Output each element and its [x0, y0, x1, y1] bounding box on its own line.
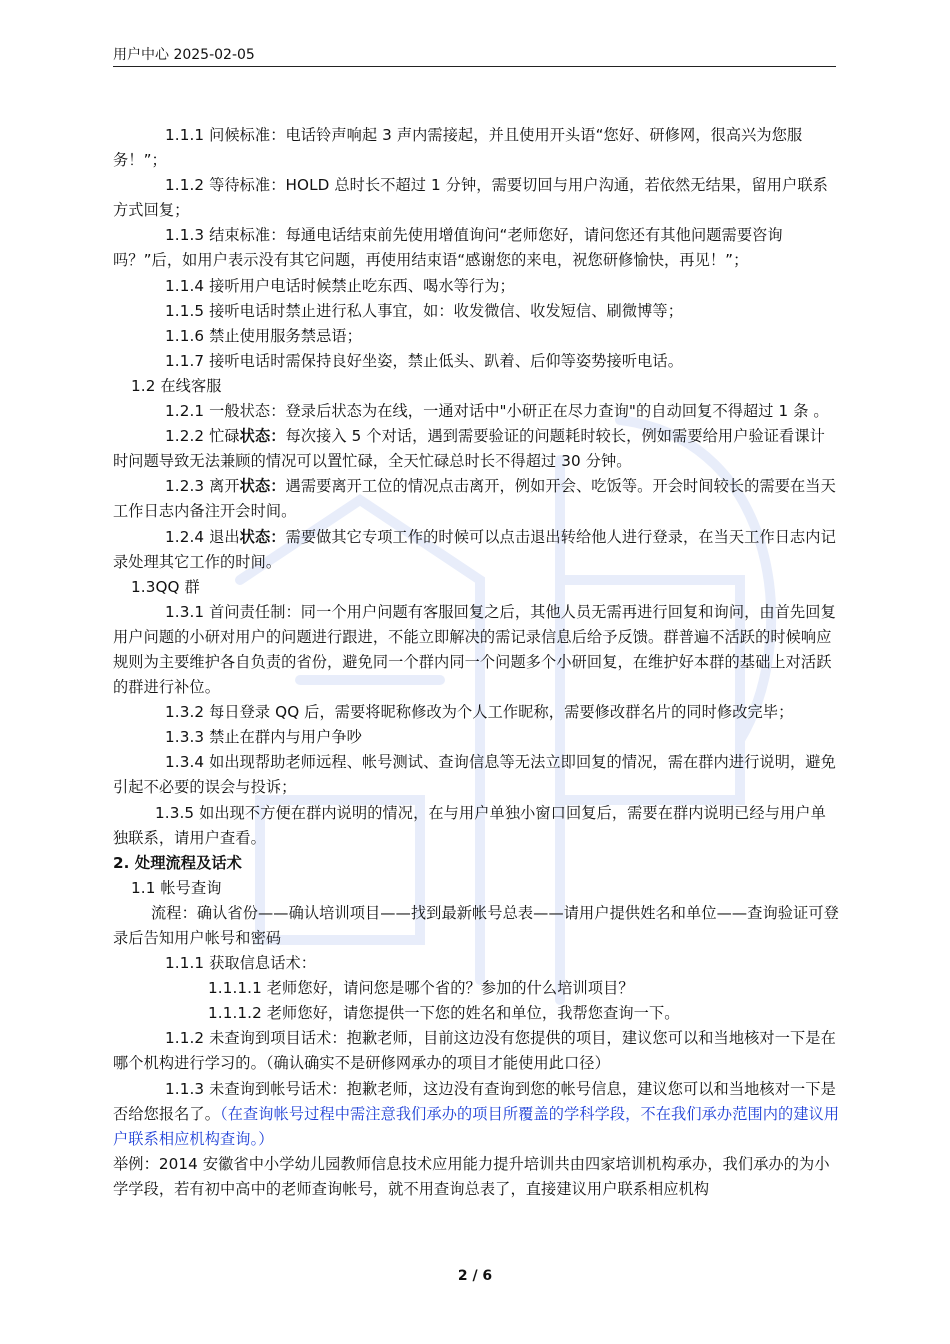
label: 1.2.4 退出 — [165, 527, 240, 546]
bold-label: 状态： — [239, 427, 286, 446]
paragraph-1-3-1: 1.3.1 首问责任制：同一个用户问题有客服回复之后，其他人员无需再进行回复和询问，由首先回复用户问题的小研对用户的问题进行跟进，不能立即解决的需记录信息后给予反馈。群普遍不活跃的时候响应规则为主要维护各自负责的省份，避免同一个群内同一个问题多个小研回复，在维护好本群的基础上对活跃的群进行补位。 — [113, 602, 836, 697]
page-header — [113, 44, 836, 67]
paragraph-1-1-1: 1.1.1 问候标准：电话铃声响起 3 声内需接起，并且使用开头语“您好、研修网，很高兴为您服务！”； — [113, 126, 803, 170]
blue-note: （在查询帐号过程中需注意我们承办的项目所覆盖的学科学段，不在我们承办范围内的建议用户联系相应机构查询。） — [113, 1104, 840, 1148]
body: 遇需要离开工位的情况点击离开，例如开会、吃饭等。开会时间较长的需要在当天工作日志内备注开会时间。 — [113, 477, 836, 521]
section-heading-1-2: 1.2 在线客服 — [131, 376, 222, 395]
paragraph-1-2-2 — [113, 424, 840, 474]
bold-label: 状态： — [239, 527, 286, 546]
paragraph-example: 举例：2014 安徽省中小学幼儿园教师信息技术应用能力提升培训共由四家培训机构承办，我们承办的为小学学段，若有初中高中的老师查询帐号，就不用查询总表了，直接建议用户联系相应机构 — [113, 1154, 830, 1198]
paragraph-1-1-3-script — [113, 1077, 840, 1152]
page-number: 2 / 6 — [457, 1268, 493, 1284]
paragraph-1-1-2: 1.1.2 等待标准：HOLD 总时长不超过 1 分钟，需要切回与用户沟通，若依然无结果，留用户联系方式回复； — [113, 176, 828, 220]
paragraph-1-1-5: 1.1.5 接听电话时禁止进行私人事宜，如：收发微信、收发短信、刷微博等； — [165, 301, 683, 320]
paragraph-1-1-1-1: 1.1.1.1 老师您好，请问您是哪个省的？参加的什么培训项目？ — [208, 979, 634, 998]
section-heading-1-3: 1.3QQ 群 — [131, 577, 200, 596]
label: 1.2.2 忙碌 — [165, 427, 240, 446]
paragraph-1-1-2-script: 1.1.2 未查询到项目话术：抱歉老师，目前这边没有您提供的项目，建议您可以和当地核对一下是在哪个机构进行学习的。（确认确实不是研修网承办的项目才能使用此口径） — [113, 1029, 836, 1073]
paragraph-flow: 流程：确认省份——确认培训项目——找到最新帐号总表——请用户提供姓名和单位——查询验证可登录后告知用户帐号和密码 — [113, 903, 839, 947]
body: 1.1.3 未查询到帐号话术：抱歉老师，这边没有查询到您的帐号信息，建议您可以和当地核对一下是否给您报名了。 — [113, 1079, 836, 1123]
paragraph-1-1-1-2: 1.1.1.2 老师您好，请您提供一下您的姓名和单位，我帮您查询一下。 — [208, 1004, 680, 1023]
paragraph-1-2-1: 1.2.1 一般状态：登录后状态为在线，一通对话中"小研正在尽力查询"的自动回复不得超过 1 条 。 — [165, 402, 829, 421]
paragraph-1-1-1-script: 1.1.1 获取信息话术： — [165, 954, 317, 973]
document-body — [113, 123, 840, 1202]
paragraph-1-2-4 — [113, 525, 840, 575]
paragraph-1-1-6: 1.1.6 禁止使用服务禁忌语； — [165, 326, 362, 345]
paragraph-1-3-5: 1.3.5 如出现不方便在群内说明的情况，在与用户单独小窗口回复后，需要在群内说明已经与用户单独联系，请用户查看。 — [113, 803, 826, 847]
paragraph-1-3-3: 1.3.3 禁止在群内与用户争吵 — [165, 728, 362, 747]
paragraph-1-1-4: 1.1.4 接听用户电话时候禁止吃东西、喝水等行为； — [165, 276, 515, 295]
header-text: 用户中心 2025-02-05 — [113, 47, 255, 63]
paragraph-1-1-7: 1.1.7 接听电话时需保持良好坐姿，禁止低头、趴着、后仰等姿势接听电话。 — [165, 351, 683, 370]
subheading-account-query: 1.1 帐号查询 — [131, 878, 222, 897]
body: 需要做其它专项工作的时候可以点击退出转给他人进行登录，在当天工作日志内记录处理其它工作的时间。 — [113, 527, 836, 571]
paragraph-1-1-3: 1.1.3 结束标准：每通电话结束前先使用增值询问“老师您好，请问您还有其他问题需要咨询吗？”后，如用户表示没有其它问题，再使用结束语“感谢您的来电，祝您研修愉快，再见！”； — [113, 226, 783, 270]
paragraph-1-3-2: 1.3.2 每日登录 QQ 后，需要将昵称修改为个人工作昵称，需要修改群名片的同时修改完毕； — [165, 703, 794, 722]
bold-label: 状态： — [239, 477, 286, 496]
label: 1.2.3 离开 — [165, 477, 240, 496]
paragraph-1-3-4: 1.3.4 如出现帮助老师远程、帐号测试、查询信息等无法立即回复的情况，需在群内进行说明，避免引起不必要的误会与投诉； — [113, 753, 836, 797]
body: 每次接入 5 个对话，遇到需要验证的问题耗时较长，例如需要给用户验证看课计时问题导致无法兼顾的情况可以置忙碌，全天忙碌总时长不得超过 30 分钟。 — [113, 427, 825, 471]
section-heading-2: 2. 处理流程及话术 — [113, 853, 242, 872]
paragraph-1-2-3 — [113, 474, 840, 524]
